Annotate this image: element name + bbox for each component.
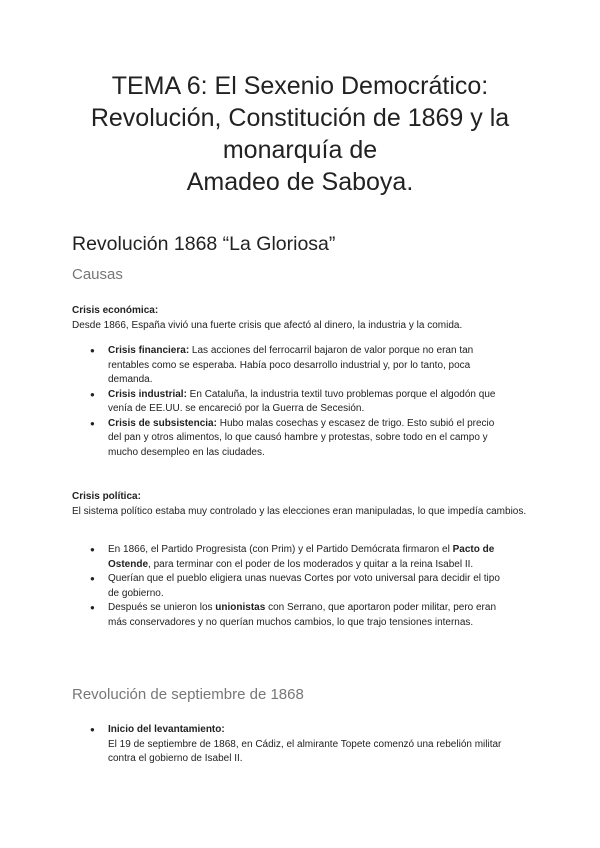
- title-line: TEMA 6: El Sexenio Democrático:: [111, 72, 489, 100]
- item-text: El 19 de septiembre de 1868, en Cádiz, el almirante Topete comenzó una rebelión militar contra el gobierno de Isabel II.: [108, 738, 502, 764]
- item-bold: unionistas: [215, 602, 266, 613]
- bullet-icon: ●: [90, 389, 95, 399]
- bullet-icon: ●: [90, 725, 95, 734]
- list-item: [90, 344, 510, 388]
- bullet-icon: ●: [90, 418, 95, 428]
- item-text: En Cataluña, la industria textil tuvo problemas porque el algodón que venía de EE.UU. se encareció por la Guerra de Secesión.: [108, 388, 496, 414]
- list-item: [90, 601, 510, 630]
- political-crisis-text: El sistema político estaba muy controlado y las elecciones eran manipuladas, lo que impedía cambios.: [72, 506, 527, 517]
- item-bold: Pacto de Ostende: [108, 544, 495, 570]
- item-text: , para terminar con el poder de los moderados y quitar a la reina Isabel II.: [148, 558, 474, 570]
- economic-crisis-list: [90, 344, 510, 460]
- document-title: [40, 70, 560, 198]
- political-crisis-label: Crisis política:: [72, 491, 141, 502]
- economic-crisis-text: Desde 1866, España vivió una fuerte crisis que afectó al dinero, la industria y la comida.: [72, 320, 463, 331]
- bullet-icon: ●: [90, 574, 95, 583]
- item-label: Crisis financiera:: [108, 345, 190, 356]
- bullet-icon: ●: [90, 603, 95, 612]
- bullet-icon: ●: [90, 346, 95, 355]
- item-text: con Serrano, que aportaron poder militar, pero eran más conservadores y no querían muchos cambios, lo que trajo tensiones internas.: [108, 602, 497, 628]
- list-item: [90, 388, 510, 417]
- item-text: Las acciones del ferrocarril bajaron de valor porque no eran tan rentables como se esperaba. Había poco desarrollo industrial y, por lo tanto, poca demanda.: [108, 345, 474, 385]
- section-heading: Revolución 1868 “La Gloriosa”: [72, 233, 336, 255]
- list-item: [90, 543, 510, 572]
- item-label: Inicio del levantamiento:: [108, 724, 225, 735]
- economic-crisis-label: Crisis económica:: [72, 305, 159, 316]
- title-line: monarquía de: [222, 136, 378, 164]
- bullet-icon: ●: [90, 545, 95, 554]
- subsection-heading: Revolución de septiembre de 1868: [72, 686, 304, 703]
- list-item: [90, 572, 510, 601]
- item-text: En 1866, el Partido Progresista (con Prim) y el Partido Demócrata firmaron el: [108, 544, 453, 555]
- item-text: Querían que el pueblo eligiera unas nuevas Cortes por voto universal para decidir el tipo de gobierno.: [108, 573, 500, 599]
- uprising-list: [90, 723, 510, 767]
- subsection-heading: Causas: [72, 266, 123, 283]
- political-crisis-block: [72, 489, 542, 519]
- item-label: Crisis de subsistencia:: [108, 417, 217, 429]
- economic-crisis-block: [72, 303, 542, 333]
- item-text: Después se unieron los: [108, 602, 216, 613]
- item-label: Crisis industrial:: [108, 388, 187, 400]
- list-item: [90, 417, 510, 461]
- political-crisis-list: [90, 543, 510, 630]
- title-line: Revolución, Constitución de 1869 y la: [90, 104, 510, 132]
- list-item: [90, 723, 510, 767]
- title-line: Amadeo de Saboya.: [186, 168, 414, 196]
- item-text: Hubo malas cosechas y escasez de trigo. Esto subió el precio del pan y otros alimentos, lo que causó hambre y protestas, sobre todo en el campo y mucho desempleo en las ciudades.: [108, 417, 495, 458]
